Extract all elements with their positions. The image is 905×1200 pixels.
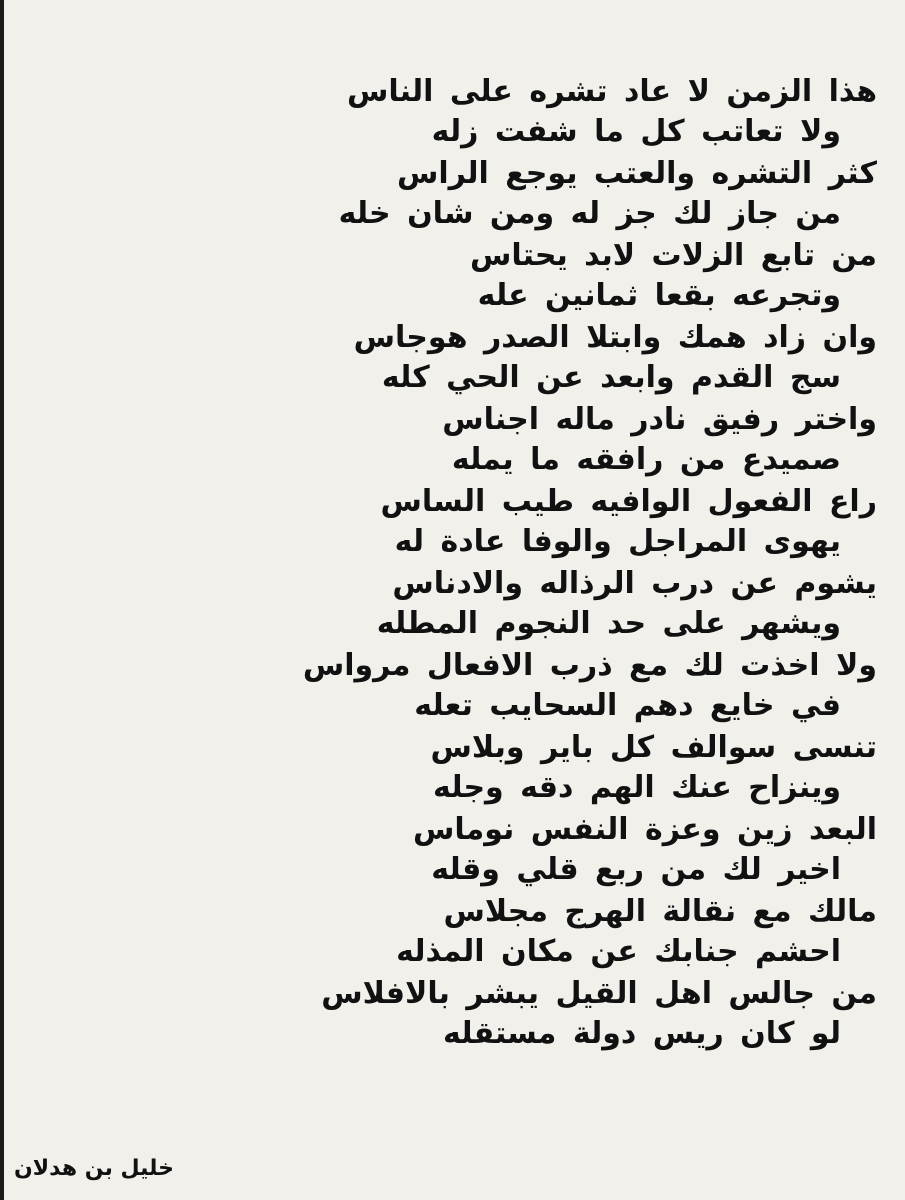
verse-7-first-half: يشوم عن درب الرذاله والادناس: [392, 566, 877, 601]
verse-1-second-half: ولا تعاتب كل ما شفت زله: [431, 114, 841, 149]
verse-5-second-half: صميدع من رافقه ما يمله: [451, 442, 841, 477]
verse-10-second-half: اخير لك من ربع قلي وقله: [431, 852, 841, 887]
verse-11-second-half: احشم جنابك عن مكان المذله: [396, 934, 841, 969]
verse-3-first-half: من تابع الزلات لابد يحتاس: [469, 238, 877, 273]
verse-1-first-half: هذا الزمن لا عاد تشره على الناس: [346, 74, 877, 109]
verse-7-second-half: ويشهر على حد النجوم المطله: [376, 606, 841, 641]
verse-8-second-half: في خايع دهم السحايب تعله: [414, 688, 841, 723]
verse-3-second-half: وتجرعه بقعا ثمانين عله: [477, 278, 841, 313]
verse-5-first-half: واختر رفيق نادر ماله اجناس: [442, 402, 877, 437]
verse-12-first-half: من جالس اهل القيل يبشر بالافلاس: [321, 976, 877, 1011]
verse-9-first-half: تنسى سوالف كل باير وبلاس: [430, 730, 877, 765]
verse-4-second-half: سج القدم وابعد عن الحي كله: [381, 360, 841, 395]
verse-11-first-half: مالك مع نقالة الهرج مجلاس: [443, 894, 877, 929]
verse-2-second-half: من جاز لك جز له ومن شان خله: [338, 196, 841, 231]
verse-10-first-half: البعد زين وعزة النفس نوماس: [413, 812, 877, 847]
verse-8-first-half: ولا اخذت لك مع ذرب الافعال مرواس: [302, 648, 877, 683]
verse-6-second-half: يهوى المراجل والوفا عادة له: [394, 524, 841, 559]
verse-12-second-half: لو كان ريس دولة مستقله: [443, 1016, 841, 1051]
verse-2-first-half: كثر التشره والعتب يوجع الراس: [396, 156, 877, 191]
verse-6-first-half: راع الفعول الوافيه طيب الساس: [380, 484, 877, 519]
author-signature: خليل بن هدلان: [14, 1156, 174, 1181]
verse-9-second-half: وينزاح عنك الهم دقه وجله: [433, 770, 841, 805]
verse-4-first-half: وان زاد همك وابتلا الصدر هوجاس: [353, 320, 877, 355]
